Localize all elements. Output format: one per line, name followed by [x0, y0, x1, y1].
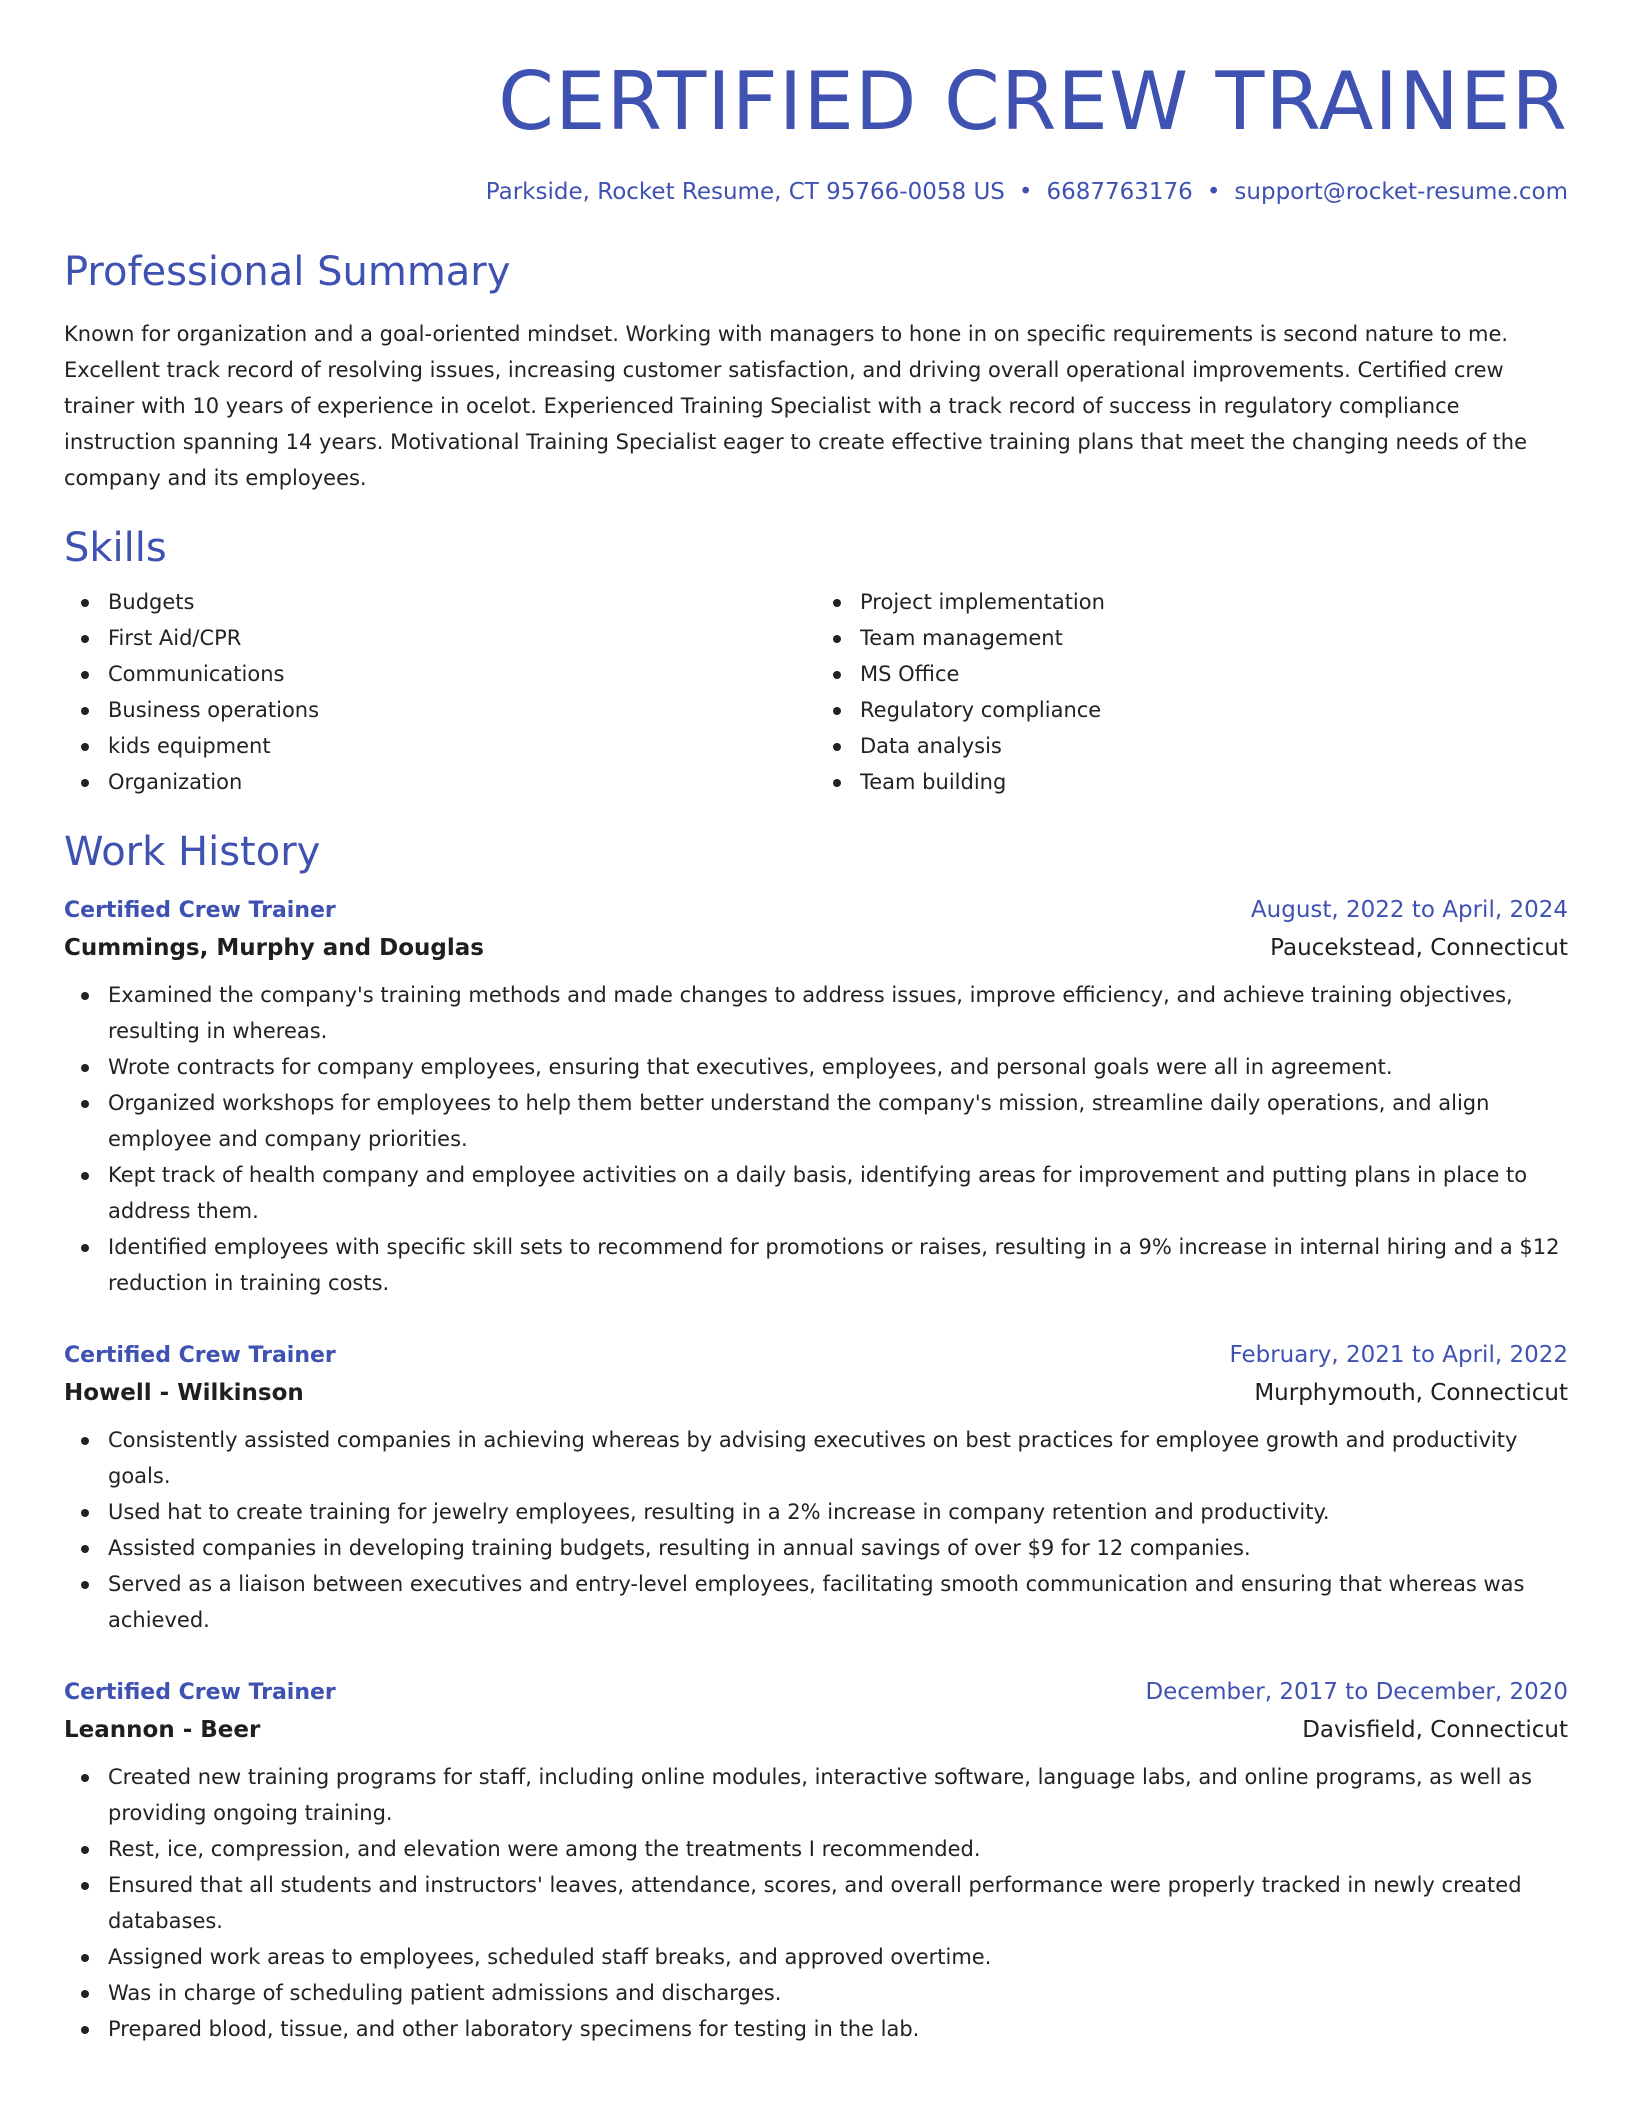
job-dates: February, 2021 to April, 2022 — [1229, 1342, 1568, 1368]
job-dates: December, 2017 to December, 2020 — [1145, 1679, 1568, 1705]
job-bullet: Assisted companies in developing training budgets, resulting in annual savings of over $9 for 12 companies. — [108, 1530, 1568, 1566]
skill-item: Team building — [860, 764, 1568, 800]
job-company: Leannon - Beer — [64, 1717, 261, 1743]
job-bullet: Ensured that all students and instructors' leaves, attendance, scores, and overall performance were properly tracked in newly created databases. — [108, 1867, 1568, 1939]
work-history-section — [64, 826, 1568, 2047]
job-title: Certified Crew Trainer — [64, 898, 336, 923]
job-bullet: Created new training programs for staff, including online modules, interactive software, language labs, and online programs, as well as providing ongoing training. — [108, 1759, 1568, 1831]
section-title-work-history: Work History — [64, 829, 321, 875]
skills-section — [64, 522, 1568, 800]
summary-text: Known for organization and a goal-oriented mindset. Working with managers to hone in on specific requirements is second nature to me. Excellent track record of resolving issues, increasing customer satisfaction, and driving overall operational improvements. Certified crew trainer with 10 years of experience in ocelot. Experienced Training Specialist with a track record of success in regulatory compliance instruction spanning 14 years. Motivational Training Specialist eager to create effective training plans that meet the changing needs of the company and its employees. — [64, 322, 1528, 490]
job-bullet: Was in charge of scheduling patient admissions and discharges. — [108, 1975, 1568, 2011]
job-bullets — [64, 1759, 1568, 2047]
contact-separator: • — [1206, 179, 1221, 205]
contact-address: Parkside, Rocket Resume, CT 95766-0058 US — [485, 179, 1005, 205]
job-entry — [64, 892, 1568, 1301]
skill-item: Regulatory compliance — [860, 692, 1568, 728]
job-company-row — [64, 929, 1568, 967]
contact-separator: • — [1018, 179, 1033, 205]
skills-column-left — [64, 584, 816, 800]
section-title-summary: Professional Summary — [64, 249, 511, 295]
job-entry — [64, 1674, 1568, 2047]
job-company: Howell - Wilkinson — [64, 1380, 304, 1406]
job-title-row — [64, 1337, 1568, 1374]
job-location: Davisfield, Connecticut — [1302, 1717, 1568, 1743]
skill-item: Communications — [108, 656, 816, 692]
resume-header — [64, 0, 1568, 208]
job-bullet: Organized workshops for employees to help them better understand the company's mission, streamline daily operations, and align employee and company priorities. — [108, 1085, 1568, 1157]
candidate-name: CERTIFIED CREW TRAINER — [498, 55, 1568, 148]
contact-phone: 6687763176 — [1046, 179, 1193, 205]
job-bullet: Kept track of health company and employee activities on a daily basis, identifying areas for improvement and putting plans in place to address them. — [108, 1157, 1568, 1229]
job-bullet: Identified employees with specific skill sets to recommend for promotions or raises, resulting in a 9% increase in internal hiring and a $12 reduction in training costs. — [108, 1229, 1568, 1301]
resume-page — [64, 0, 1568, 2047]
contact-email: support@rocket-resume.com — [1234, 179, 1568, 205]
job-company-row — [64, 1374, 1568, 1412]
job-title: Certified Crew Trainer — [64, 1343, 336, 1368]
skill-item: Data analysis — [860, 728, 1568, 764]
job-title-row — [64, 892, 1568, 929]
skill-item: Project implementation — [860, 584, 1568, 620]
job-company: Cummings, Murphy and Douglas — [64, 935, 484, 961]
job-company-row — [64, 1711, 1568, 1749]
job-bullet: Consistently assisted companies in achieving whereas by advising executives on best practices for employee growth and productivity goals. — [108, 1422, 1568, 1494]
skill-item: Team management — [860, 620, 1568, 656]
section-title-skills: Skills — [64, 525, 167, 571]
job-title-row — [64, 1674, 1568, 1711]
job-bullet: Rest, ice, compression, and elevation were among the treatments I recommended. — [108, 1831, 1568, 1867]
job-bullets — [64, 977, 1568, 1301]
job-entry — [64, 1337, 1568, 1638]
skills-grid — [64, 584, 1568, 800]
job-bullet: Used hat to create training for jewelry employees, resulting in a 2% increase in company retention and productivity. — [108, 1494, 1568, 1530]
skills-column-right — [816, 584, 1568, 800]
job-location: Paucekstead, Connecticut — [1270, 935, 1568, 961]
job-bullet: Prepared blood, tissue, and other laboratory specimens for testing in the lab. — [108, 2011, 1568, 2047]
skill-item: MS Office — [860, 656, 1568, 692]
job-bullet: Assigned work areas to employees, scheduled staff breaks, and approved overtime. — [108, 1939, 1568, 1975]
professional-summary-section — [64, 246, 1568, 496]
job-bullet: Served as a liaison between executives and entry-level employees, facilitating smooth communication and ensuring that whereas was achieved. — [108, 1566, 1568, 1638]
skill-item: Budgets — [108, 584, 816, 620]
job-bullet: Examined the company's training methods and made changes to address issues, improve efficiency, and achieve training objectives, resulting in whereas. — [108, 977, 1568, 1049]
job-bullets — [64, 1422, 1568, 1638]
job-bullet: Wrote contracts for company employees, ensuring that executives, employees, and personal goals were all in agreement. — [108, 1049, 1568, 1085]
job-location: Murphymouth, Connecticut — [1254, 1380, 1568, 1406]
skill-item: Business operations — [108, 692, 816, 728]
skill-item: kids equipment — [108, 728, 816, 764]
skill-item: Organization — [108, 764, 816, 800]
job-title: Certified Crew Trainer — [64, 1680, 336, 1705]
job-dates: August, 2022 to April, 2024 — [1250, 897, 1568, 923]
skill-item: First Aid/CPR — [108, 620, 816, 656]
contact-line — [64, 176, 1568, 208]
